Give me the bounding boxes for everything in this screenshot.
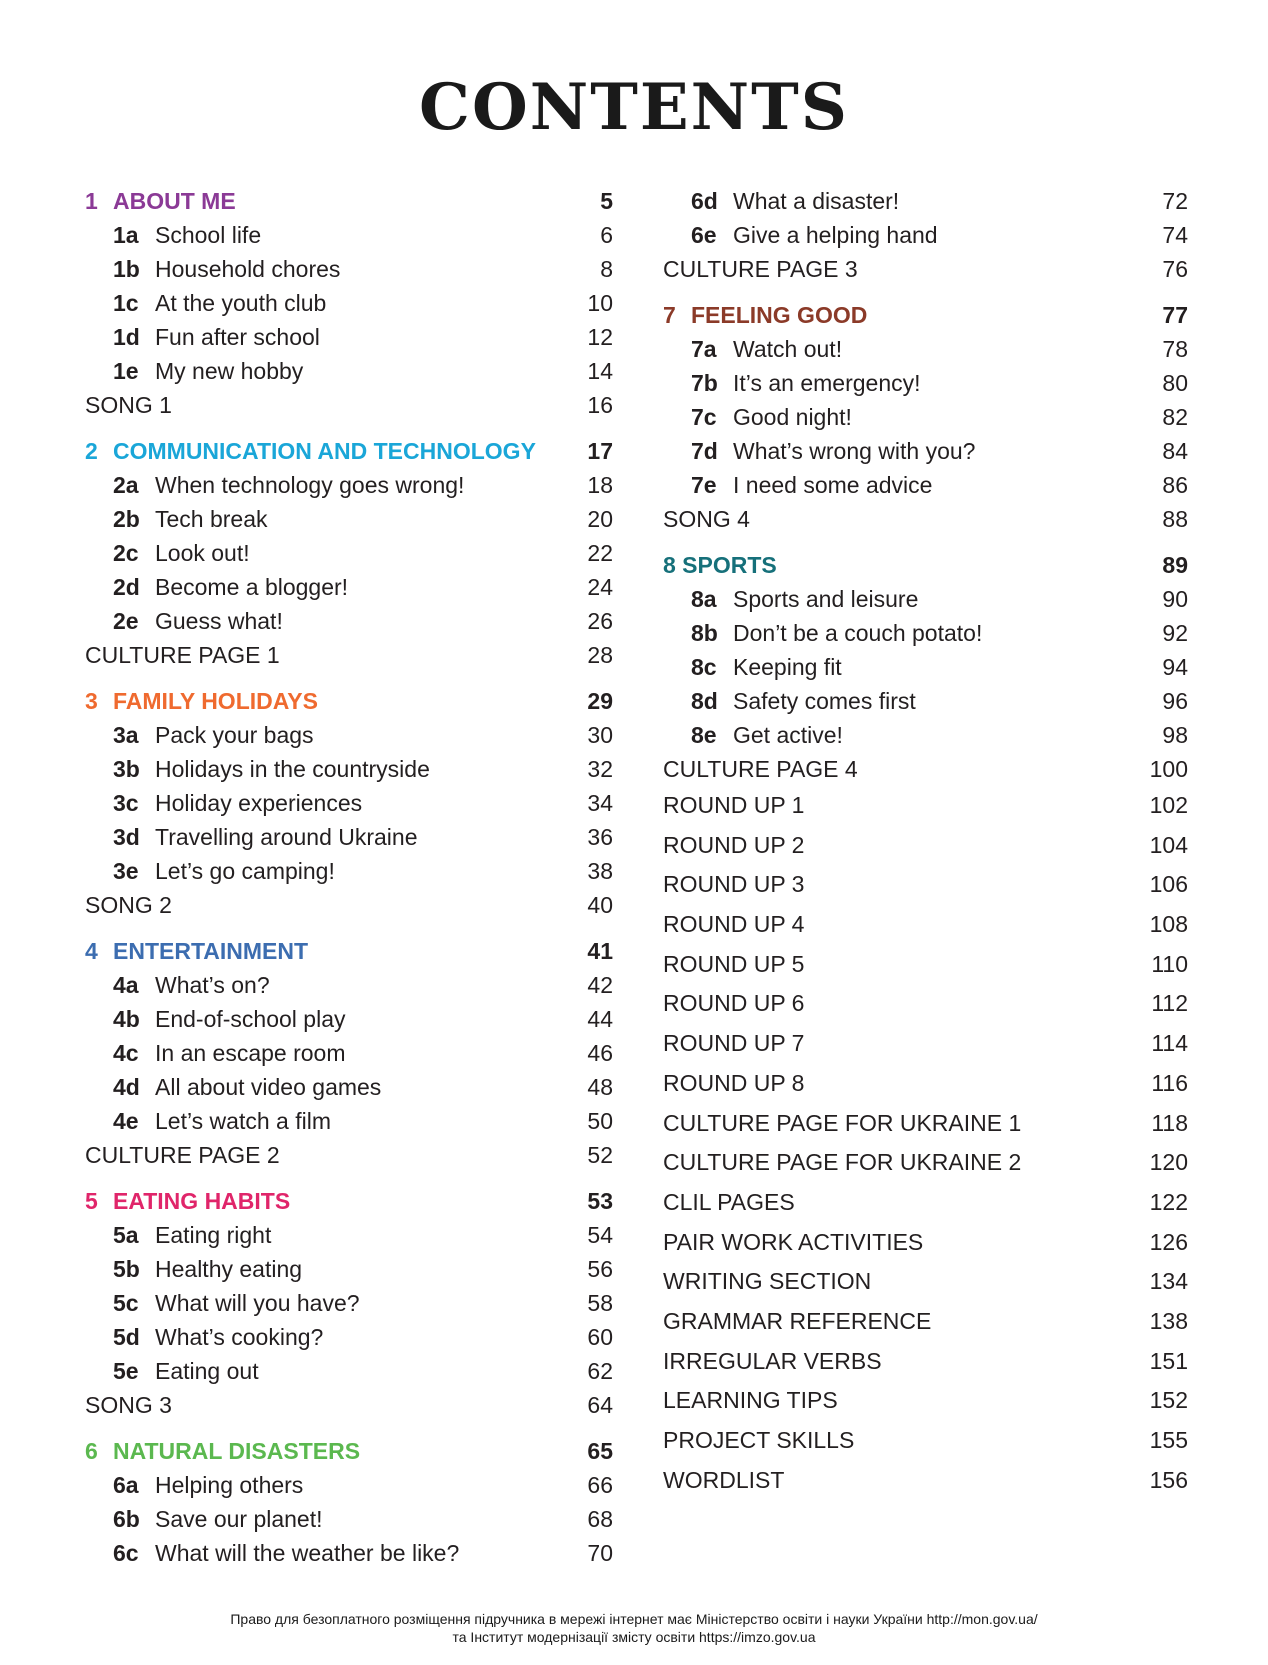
page-number: 134: [1149, 1268, 1188, 1295]
lesson-row[interactable]: [85, 1354, 613, 1388]
lesson-row[interactable]: [663, 468, 1188, 502]
page-number: 120: [1149, 1149, 1188, 1176]
lesson-title: Get active!: [733, 722, 843, 748]
section-title: ROUND UP 2: [663, 831, 805, 858]
page-number: 42: [587, 972, 613, 998]
section-row[interactable]: [663, 826, 1188, 866]
page-number: 14: [587, 358, 613, 384]
lesson-code: 1c: [113, 290, 139, 316]
page-number: 112: [1151, 990, 1188, 1017]
page-number: 34: [587, 790, 613, 816]
lesson-title: Don’t be a couch potato!: [733, 620, 983, 646]
lesson-title: What will you have?: [155, 1290, 360, 1316]
page-number: 56: [587, 1256, 613, 1282]
page-number: 40: [587, 892, 613, 918]
section-row[interactable]: [663, 1223, 1188, 1263]
lesson-row[interactable]: [663, 616, 1188, 650]
footer-line-1: Право для безоплатного розміщення підручника в мережі інтернет має Міністерство освіти і науки України http://mon.gov.ua/: [230, 1611, 1038, 1627]
lesson-title: Fun after school: [155, 324, 320, 350]
lesson-title: Holiday experiences: [155, 790, 363, 816]
unit-heading-row[interactable]: [85, 934, 613, 968]
page-number: 122: [1149, 1188, 1188, 1215]
page-number: 118: [1151, 1109, 1188, 1136]
extra-row[interactable]: [85, 388, 613, 422]
unit-heading-row[interactable]: [85, 184, 613, 218]
lesson-title: Become a blogger!: [155, 574, 349, 600]
lesson-title: What’s on?: [155, 972, 270, 998]
page-number: 65: [587, 1438, 613, 1464]
page-number: 152: [1149, 1387, 1188, 1414]
section-title: PAIR WORK ACTIVITIES: [663, 1228, 924, 1255]
page-number: 64: [587, 1392, 613, 1418]
page-number: 32: [587, 756, 613, 782]
lesson-row[interactable]: [85, 854, 613, 888]
lesson-title: Tech break: [155, 506, 268, 532]
lesson-row[interactable]: [85, 1036, 613, 1070]
lesson-title: What’s wrong with you?: [733, 438, 976, 464]
unit-number: 3: [85, 688, 98, 714]
page-number: 155: [1149, 1427, 1188, 1453]
lesson-code: 6b: [113, 1506, 140, 1532]
unit-number: 2: [85, 438, 98, 464]
lesson-code: 8c: [691, 654, 717, 680]
unit-title: ENTERTAINMENT: [113, 938, 309, 964]
lesson-code: 4c: [113, 1040, 139, 1066]
lesson-row[interactable]: [85, 354, 613, 388]
lesson-code: 8b: [691, 620, 718, 646]
lesson-code: 3d: [113, 824, 140, 850]
lesson-row[interactable]: [85, 1252, 613, 1286]
lesson-code: 6a: [113, 1472, 139, 1498]
lesson-code: 7c: [691, 404, 717, 430]
page-number: 52: [587, 1142, 613, 1168]
extra-row[interactable]: [85, 1138, 613, 1172]
page-number: 72: [1162, 188, 1188, 214]
unit-title: NATURAL DISASTERS: [113, 1438, 361, 1464]
page-number: 36: [587, 824, 613, 850]
lesson-title: Sports and leisure: [733, 586, 919, 612]
section-row[interactable]: [663, 1421, 1188, 1461]
page-number: 98: [1162, 722, 1188, 748]
lesson-code: 2a: [113, 472, 139, 498]
extra-title: SONG 3: [85, 1392, 172, 1418]
lesson-title: School life: [155, 222, 262, 248]
lesson-title: Eating right: [155, 1222, 272, 1248]
page-number: 60: [587, 1324, 613, 1350]
extra-title: SONG 1: [85, 392, 172, 418]
section-row[interactable]: [663, 1183, 1188, 1223]
page-number: 88: [1162, 506, 1188, 532]
lesson-code: 6c: [113, 1540, 139, 1566]
section-row[interactable]: [663, 1342, 1188, 1382]
extra-row[interactable]: [85, 888, 613, 922]
extra-row[interactable]: [663, 252, 1188, 286]
lesson-code: 5c: [113, 1290, 139, 1316]
page-number: 44: [587, 1006, 613, 1032]
page-number: 10: [587, 290, 613, 316]
lesson-code: 1a: [113, 222, 139, 248]
lesson-title: Guess what!: [155, 608, 283, 634]
lesson-row[interactable]: [85, 1468, 613, 1502]
section-title: PROJECT SKILLS: [663, 1427, 855, 1453]
section-row[interactable]: [663, 1143, 1188, 1183]
lesson-code: 1b: [113, 256, 140, 282]
unit-title: COMMUNICATION AND TECHNOLOGY: [113, 438, 536, 464]
lesson-row[interactable]: [85, 1286, 613, 1320]
lesson-code: 4d: [113, 1074, 140, 1100]
page-number: 80: [1162, 370, 1188, 396]
lesson-title: Give a helping hand: [733, 222, 938, 248]
lesson-title: Healthy eating: [155, 1256, 303, 1282]
extra-row[interactable]: [663, 752, 1188, 786]
lesson-row[interactable]: [85, 252, 613, 286]
lesson-code: 3e: [113, 858, 139, 884]
page-number: 151: [1149, 1347, 1188, 1374]
section-row[interactable]: [663, 865, 1188, 905]
lesson-title: Save our planet!: [155, 1506, 323, 1532]
extra-title: SONG 4: [663, 506, 750, 532]
lesson-code: 5d: [113, 1324, 140, 1350]
unit-title: FAMILY HOLIDAYS: [113, 688, 318, 714]
lesson-row[interactable]: [85, 968, 613, 1002]
lesson-title: Safety comes first: [733, 688, 916, 714]
lesson-row[interactable]: [85, 786, 613, 820]
page-number: 94: [1162, 654, 1188, 680]
lesson-row[interactable]: [85, 320, 613, 354]
section-row[interactable]: [663, 786, 1188, 826]
lesson-code: 8d: [691, 688, 718, 714]
extra-title: CULTURE PAGE 1: [85, 642, 280, 668]
page-number: 92: [1162, 620, 1188, 646]
lesson-code: 1e: [113, 358, 139, 384]
lesson-code: 7d: [691, 438, 718, 464]
lesson-title: Watch out!: [733, 336, 843, 362]
page-number: 66: [587, 1472, 613, 1498]
lesson-code: 5b: [113, 1256, 140, 1282]
lesson-code: 2d: [113, 574, 140, 600]
unit-heading-row[interactable]: [85, 434, 613, 468]
lesson-code: 3a: [113, 722, 139, 748]
lesson-code: 4e: [113, 1108, 139, 1134]
page-number: 46: [587, 1040, 613, 1066]
lesson-code: 5e: [113, 1358, 139, 1384]
lesson-title: Pack your bags: [155, 722, 314, 748]
page-number: 138: [1149, 1307, 1188, 1334]
page-number: 20: [587, 506, 613, 532]
page-number: 110: [1151, 950, 1188, 977]
section-title: ROUND UP 3: [663, 871, 805, 898]
lesson-code: 3b: [113, 756, 140, 782]
lesson-title: I need some advice: [733, 472, 933, 498]
section-title: CLIL PAGES: [663, 1188, 795, 1215]
page-number: 58: [587, 1290, 613, 1316]
unit-heading-row[interactable]: [85, 1184, 613, 1218]
unit-number: 6: [85, 1438, 98, 1464]
section-row[interactable]: [663, 984, 1188, 1024]
section-row[interactable]: [663, 1262, 1188, 1302]
section-row[interactable]: [663, 1024, 1188, 1064]
lesson-row[interactable]: [663, 366, 1188, 400]
lesson-title: Holidays in the countryside: [155, 756, 430, 782]
lesson-row[interactable]: [85, 1002, 613, 1036]
contents-column-right: [663, 184, 1188, 1500]
unit-number: 5: [85, 1188, 98, 1214]
lesson-row[interactable]: [663, 332, 1188, 366]
lesson-row[interactable]: [85, 820, 613, 854]
lesson-title: End-of-school play: [155, 1006, 346, 1032]
section-title: CULTURE PAGE FOR UKRAINE 1: [663, 1109, 1022, 1136]
lesson-title: Travelling around Ukraine: [155, 824, 418, 850]
lesson-title: Keeping fit: [733, 654, 842, 680]
page-number: 106: [1149, 871, 1188, 898]
page-number: 100: [1149, 756, 1188, 782]
section-title: CULTURE PAGE FOR UKRAINE 2: [663, 1149, 1022, 1176]
unit-number: 4: [85, 938, 98, 964]
lesson-code: 7b: [691, 370, 718, 396]
lesson-row[interactable]: [663, 434, 1188, 468]
extra-title: CULTURE PAGE 4: [663, 756, 858, 782]
lesson-code: 5a: [113, 1222, 139, 1248]
section-title: ROUND UP 5: [663, 950, 805, 977]
lesson-row[interactable]: [85, 1502, 613, 1536]
page-number: 102: [1149, 792, 1188, 818]
page-title: CONTENTS: [419, 70, 849, 145]
page-number: 22: [587, 540, 613, 566]
page-number: 76: [1162, 256, 1188, 282]
lesson-title: When technology goes wrong!: [155, 472, 465, 498]
page-number: 41: [587, 938, 613, 964]
lesson-code: 2c: [113, 540, 139, 566]
lesson-title: At the youth club: [155, 290, 327, 316]
extra-row[interactable]: [85, 638, 613, 672]
section-title: GRAMMAR REFERENCE: [663, 1307, 932, 1334]
section-row[interactable]: [663, 1302, 1188, 1342]
section-title: WORDLIST: [663, 1466, 785, 1493]
lesson-row[interactable]: [663, 184, 1188, 218]
section-row[interactable]: [663, 1461, 1188, 1501]
page-number: 53: [587, 1188, 613, 1214]
lesson-code: 1d: [113, 324, 140, 350]
extra-title: CULTURE PAGE 3: [663, 256, 858, 282]
page-number: 96: [1162, 688, 1188, 714]
lesson-row[interactable]: [85, 286, 613, 320]
lesson-title: Household chores: [155, 256, 341, 282]
unit-number: 7: [663, 302, 676, 328]
page-number: 6: [600, 222, 613, 248]
unit-number: 1: [85, 188, 98, 214]
page-number: 90: [1162, 586, 1188, 612]
lesson-code: 6e: [691, 222, 717, 248]
page-number: 16: [587, 392, 613, 418]
unit-title: 8 SPORTS: [663, 552, 777, 578]
lesson-row[interactable]: [85, 468, 613, 502]
lesson-row[interactable]: [85, 604, 613, 638]
lesson-code: 8a: [691, 586, 717, 612]
page-number: 48: [587, 1074, 613, 1100]
lesson-code: 8e: [691, 722, 717, 748]
lesson-row[interactable]: [663, 718, 1188, 752]
lesson-row[interactable]: [85, 752, 613, 786]
page-number: 156: [1149, 1466, 1188, 1493]
unit-title: FEELING GOOD: [691, 302, 868, 328]
section-title: ROUND UP 8: [663, 1069, 805, 1096]
unit-heading-row[interactable]: [663, 298, 1188, 332]
section-row[interactable]: [663, 1104, 1188, 1144]
page-number: 84: [1162, 438, 1188, 464]
lesson-code: 2e: [113, 608, 139, 634]
lesson-code: 7e: [691, 472, 717, 498]
page-number: 12: [587, 324, 613, 350]
section-row[interactable]: [663, 905, 1188, 945]
extra-title: CULTURE PAGE 2: [85, 1142, 280, 1168]
lesson-title: My new hobby: [155, 358, 304, 384]
lesson-code: 2b: [113, 506, 140, 532]
lesson-row[interactable]: [85, 1104, 613, 1138]
lesson-row[interactable]: [85, 1536, 613, 1570]
contents-column-left: [85, 184, 613, 1570]
lesson-row[interactable]: [663, 650, 1188, 684]
lesson-code: 7a: [691, 336, 717, 362]
unit-title: ABOUT ME: [113, 188, 236, 214]
lesson-title: Let’s go camping!: [155, 858, 335, 884]
page-number: 5: [600, 188, 613, 214]
page-number: 126: [1149, 1228, 1188, 1255]
page-number: 26: [587, 608, 613, 634]
lesson-row[interactable]: [85, 536, 613, 570]
section-row[interactable]: [663, 945, 1188, 985]
unit-heading-row[interactable]: [85, 684, 613, 718]
page-number: 50: [587, 1108, 613, 1134]
lesson-title: It’s an emergency!: [733, 370, 921, 396]
unit-title: EATING HABITS: [113, 1188, 291, 1214]
section-title: IRREGULAR VERBS: [663, 1347, 882, 1374]
page-number: 24: [587, 574, 613, 600]
lesson-row[interactable]: [663, 400, 1188, 434]
lesson-row[interactable]: [85, 502, 613, 536]
page-number: 108: [1149, 911, 1188, 938]
section-title: WRITING SECTION: [663, 1268, 872, 1295]
lesson-code: 3c: [113, 790, 139, 816]
lesson-row[interactable]: [85, 1070, 613, 1104]
footer-line-2: та Інститут модернізації змісту освіти https://imzo.gov.ua: [452, 1629, 816, 1645]
page-number: 78: [1162, 336, 1188, 362]
lesson-title: All about video games: [155, 1074, 382, 1100]
extra-title: SONG 2: [85, 892, 172, 918]
extra-row[interactable]: [85, 1388, 613, 1422]
lesson-title: What’s cooking?: [155, 1324, 324, 1350]
page-number: 28: [587, 642, 613, 668]
lesson-title: In an escape room: [155, 1040, 346, 1066]
lesson-row[interactable]: [663, 582, 1188, 616]
unit-heading-row[interactable]: [663, 548, 1188, 582]
extra-row[interactable]: [663, 502, 1188, 536]
page-number: 30: [587, 722, 613, 748]
lesson-title: What a disaster!: [733, 188, 900, 214]
section-row[interactable]: [663, 1064, 1188, 1104]
page-number: 38: [587, 858, 613, 884]
page-number: 70: [587, 1540, 613, 1566]
page-number: 17: [587, 438, 613, 464]
footer-copyright: [0, 1610, 1268, 1646]
lesson-row[interactable]: [663, 684, 1188, 718]
lesson-row[interactable]: [85, 570, 613, 604]
page-number: 74: [1162, 222, 1188, 248]
page-number: 54: [587, 1222, 613, 1248]
page-number: 116: [1151, 1069, 1188, 1096]
page-number: 114: [1151, 1030, 1188, 1057]
lesson-code: 6d: [691, 188, 718, 214]
lesson-code: 4b: [113, 1006, 140, 1032]
lesson-row[interactable]: [663, 218, 1188, 252]
page-number: 18: [587, 472, 613, 498]
lesson-title: Good night!: [733, 404, 852, 430]
lesson-title: Eating out: [155, 1358, 259, 1384]
lesson-row[interactable]: [85, 218, 613, 252]
section-title: ROUND UP 6: [663, 990, 805, 1017]
lesson-row[interactable]: [85, 1320, 613, 1354]
page-number: 104: [1149, 831, 1188, 858]
unit-heading-row[interactable]: [85, 1434, 613, 1468]
lesson-title: Let’s watch a film: [155, 1108, 331, 1134]
section-row[interactable]: [663, 1381, 1188, 1421]
page-number: 82: [1162, 404, 1188, 430]
section-title: ROUND UP 4: [663, 911, 805, 938]
section-title: ROUND UP 7: [663, 1030, 805, 1057]
page-number: 68: [587, 1506, 613, 1532]
lesson-code: 4a: [113, 972, 139, 998]
page-number: 8: [600, 256, 613, 282]
lesson-row[interactable]: [85, 1218, 613, 1252]
lesson-title: Look out!: [155, 540, 250, 566]
section-title: LEARNING TIPS: [663, 1387, 838, 1414]
page-number: 89: [1162, 552, 1188, 578]
lesson-title: What will the weather be like?: [155, 1540, 460, 1566]
page-number: 62: [587, 1358, 613, 1384]
page-number: 77: [1162, 302, 1188, 328]
section-title: ROUND UP 1: [663, 792, 805, 818]
page-number: 86: [1162, 472, 1188, 498]
page-number: 29: [587, 688, 613, 714]
lesson-row[interactable]: [85, 718, 613, 752]
lesson-title: Helping others: [155, 1472, 304, 1498]
